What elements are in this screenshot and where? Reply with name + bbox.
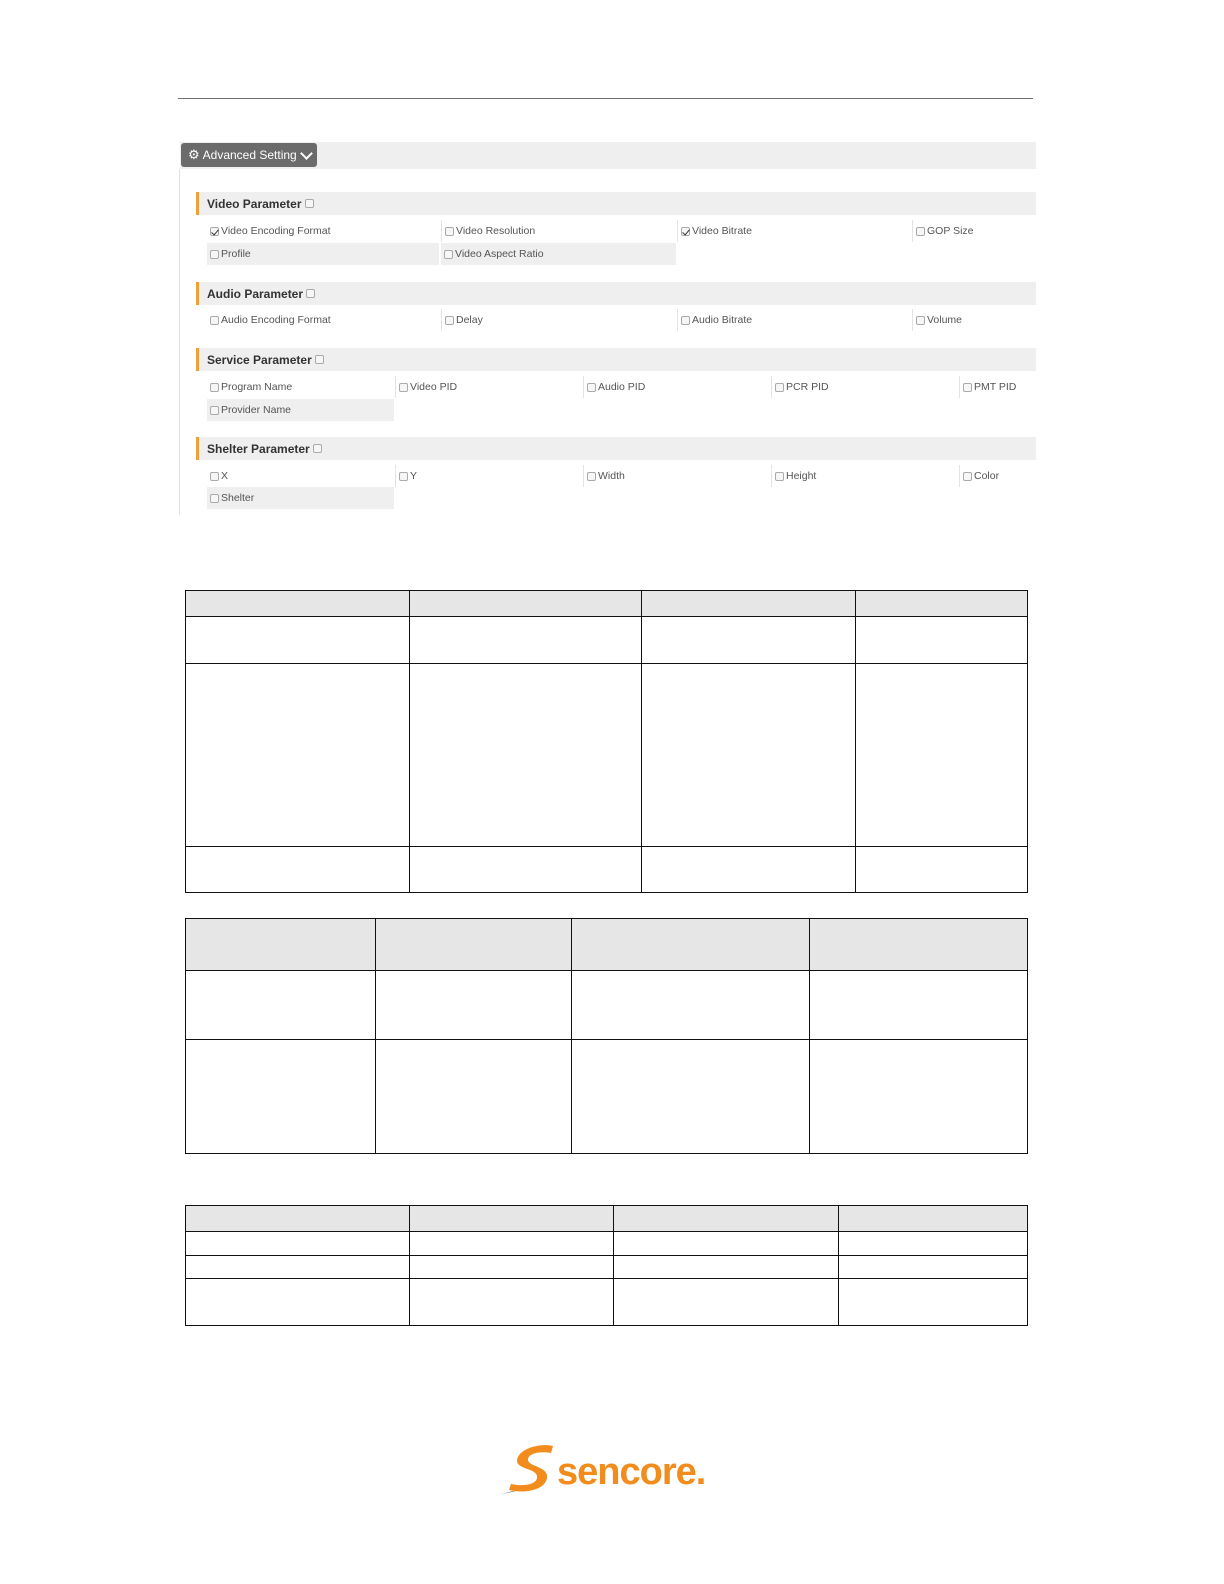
option-y[interactable] xyxy=(395,465,582,487)
row-divider xyxy=(186,663,1027,664)
option-label: PMT PID xyxy=(974,381,1017,393)
checkbox[interactable] xyxy=(210,383,219,392)
row-divider xyxy=(186,1255,1027,1256)
section-checkbox-shelter[interactable] xyxy=(313,444,322,453)
panel-edge xyxy=(179,169,180,515)
checkbox[interactable] xyxy=(916,316,925,325)
advanced-setting-label: Advanced Setting xyxy=(202,148,297,162)
section-header-video xyxy=(196,192,1036,215)
checkbox[interactable] xyxy=(210,250,219,259)
table-header-row xyxy=(186,591,1027,616)
option-label: Video Resolution xyxy=(456,225,536,237)
section-header-shelter xyxy=(196,437,1036,460)
option-label: Video PID xyxy=(410,381,458,393)
option-label: Shelter xyxy=(221,492,255,504)
gear-icon: ⚙ xyxy=(188,147,200,162)
option-video-pid[interactable] xyxy=(395,376,582,398)
row-divider xyxy=(186,1278,1027,1279)
row-divider xyxy=(186,846,1027,847)
checkbox[interactable] xyxy=(587,383,596,392)
advanced-setting-button[interactable] xyxy=(181,143,317,167)
option-label: GOP Size xyxy=(927,225,974,237)
option-label: Provider Name xyxy=(221,404,292,416)
option-audio-encoding-format[interactable] xyxy=(207,309,439,331)
option-label: Audio Encoding Format xyxy=(221,314,331,326)
checkbox[interactable] xyxy=(681,316,690,325)
checkbox[interactable] xyxy=(445,227,454,236)
option-x[interactable] xyxy=(207,465,394,487)
option-provider-name[interactable] xyxy=(207,399,394,421)
row-divider xyxy=(186,616,1027,617)
section-header-service xyxy=(196,348,1036,371)
checkbox[interactable] xyxy=(210,472,219,481)
checkbox[interactable] xyxy=(399,472,408,481)
checkbox[interactable] xyxy=(399,383,408,392)
column-divider xyxy=(809,919,810,1153)
row-divider xyxy=(186,970,1027,971)
option-pmt-pid[interactable] xyxy=(959,376,1036,398)
checkbox[interactable] xyxy=(916,227,925,236)
section-checkbox-service[interactable] xyxy=(315,355,324,364)
option-label: Profile xyxy=(221,248,251,260)
option-delay[interactable] xyxy=(441,309,676,331)
checkbox[interactable] xyxy=(210,316,219,325)
sencore-logo xyxy=(497,1440,727,1500)
table-2 xyxy=(185,918,1028,1154)
column-divider xyxy=(571,919,572,1153)
section-header-audio xyxy=(196,282,1036,305)
checkbox[interactable] xyxy=(963,472,972,481)
option-label: Height xyxy=(786,470,817,482)
option-audio-pid[interactable] xyxy=(583,376,770,398)
row-divider xyxy=(186,1231,1027,1232)
table-header-row xyxy=(186,1206,1027,1231)
header-rule xyxy=(178,98,1033,99)
section-checkbox-audio[interactable] xyxy=(306,289,315,298)
option-label: Delay xyxy=(456,314,483,326)
option-color[interactable] xyxy=(959,465,1036,487)
logo-wordmark: sencore. xyxy=(557,1451,706,1493)
column-divider xyxy=(838,1206,839,1325)
checkbox[interactable] xyxy=(775,472,784,481)
column-divider xyxy=(409,1206,410,1325)
option-video-aspect-ratio[interactable] xyxy=(441,243,676,265)
option-label: Audio Bitrate xyxy=(692,314,753,326)
option-label: Program Name xyxy=(221,381,293,393)
option-program-name[interactable] xyxy=(207,376,394,398)
option-shelter[interactable] xyxy=(207,487,394,509)
checkbox[interactable] xyxy=(963,383,972,392)
option-video-resolution[interactable] xyxy=(441,220,676,242)
section-title-video: Video Parameter xyxy=(207,196,302,211)
option-label: Color xyxy=(974,470,1000,482)
section-title-shelter: Shelter Parameter xyxy=(207,441,310,456)
option-label: PCR PID xyxy=(786,381,829,393)
column-divider xyxy=(855,591,856,892)
option-video-encoding-format[interactable] xyxy=(207,220,439,242)
option-label: Video Bitrate xyxy=(692,225,752,237)
checkbox[interactable] xyxy=(444,250,453,259)
option-video-bitrate[interactable] xyxy=(677,220,911,242)
option-audio-bitrate[interactable] xyxy=(677,309,911,331)
row-divider xyxy=(186,1039,1027,1040)
checkbox[interactable] xyxy=(210,494,219,503)
column-divider xyxy=(613,1206,614,1325)
checkbox[interactable] xyxy=(445,316,454,325)
option-label: Y xyxy=(410,470,418,482)
option-volume[interactable] xyxy=(912,309,1036,331)
option-pcr-pid[interactable] xyxy=(771,376,958,398)
section-title-audio: Audio Parameter xyxy=(207,286,304,301)
option-label: Width xyxy=(598,470,625,482)
option-label: Video Aspect Ratio xyxy=(455,248,544,260)
logo-s-mark xyxy=(509,1445,553,1491)
checkbox[interactable] xyxy=(210,406,219,415)
column-divider xyxy=(375,919,376,1153)
column-divider xyxy=(641,591,642,892)
checkbox[interactable] xyxy=(775,383,784,392)
chevron-down-icon xyxy=(300,147,313,160)
option-label: Volume xyxy=(927,314,963,326)
option-label: Video Encoding Format xyxy=(221,225,331,237)
section-checkbox-video[interactable] xyxy=(305,199,314,208)
option-label: Audio PID xyxy=(598,381,646,393)
section-title-service: Service Parameter xyxy=(207,352,312,367)
table-1 xyxy=(185,590,1028,893)
checkbox[interactable] xyxy=(587,472,596,481)
table-3 xyxy=(185,1205,1028,1326)
option-label: X xyxy=(221,470,229,482)
column-divider xyxy=(409,591,410,892)
checkbox-checked[interactable] xyxy=(210,227,219,236)
option-width[interactable] xyxy=(583,465,770,487)
table-header-row xyxy=(186,919,1027,970)
option-height[interactable] xyxy=(771,465,958,487)
checkbox-checked[interactable] xyxy=(681,227,690,236)
option-gop-size[interactable] xyxy=(912,220,1036,242)
option-profile[interactable] xyxy=(207,243,439,265)
